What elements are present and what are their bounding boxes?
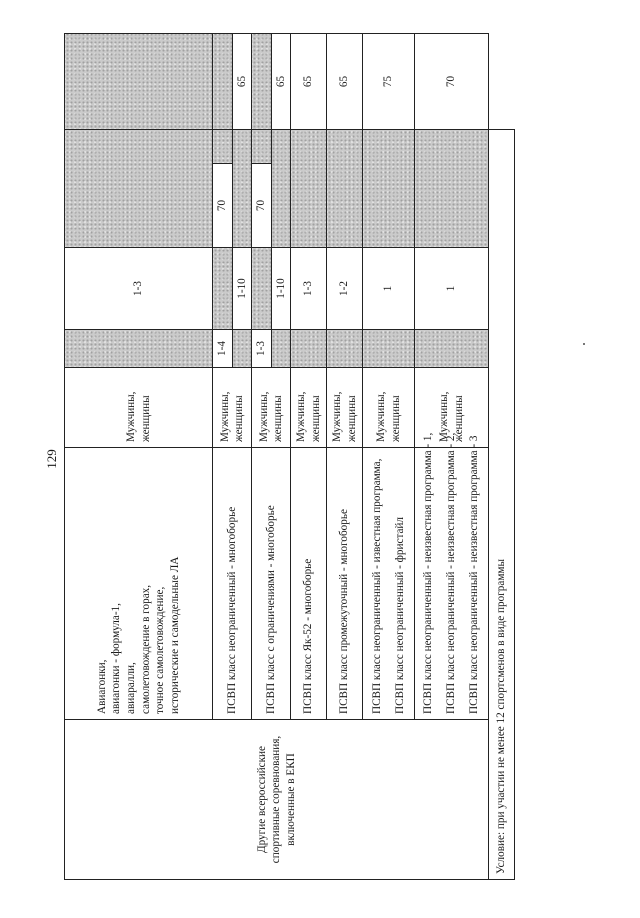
- place-cell: 1-3: [65, 248, 213, 330]
- place-cell: 1: [415, 248, 489, 330]
- shaded-cell: [213, 130, 233, 164]
- sex-cell: Мужчины, женщины: [252, 368, 291, 448]
- score-cell: 70: [415, 34, 489, 130]
- sex-cell: Мужчины, женщины: [65, 368, 213, 448]
- scan-speck: [583, 343, 585, 345]
- place-cell: 1-3: [252, 330, 272, 368]
- sex-cell: Мужчины, женщины: [415, 368, 489, 448]
- sex-cell: Мужчины, женщины: [291, 368, 327, 448]
- sex-cell: Мужчины, женщины: [327, 368, 363, 448]
- place-cell: 1-3: [291, 248, 327, 330]
- score-cell: 65: [291, 34, 327, 130]
- shaded-cell: [252, 248, 272, 330]
- shaded-cell: [213, 248, 233, 330]
- discipline-line: ПСВП класс неограниченный - известная программа,: [370, 458, 383, 714]
- score-cell: 65: [232, 34, 252, 130]
- condition-note: Условие: при участии не менее 12 спортсменов в виде программы: [489, 130, 515, 880]
- score-cell: 70: [213, 164, 233, 248]
- score-cell: 70: [252, 164, 272, 248]
- criteria-table: [64, 33, 515, 880]
- discipline-cell: [415, 432, 489, 720]
- shaded-cell: [415, 330, 489, 368]
- discipline-line: ПСВП класс неограниченный - неизвестная программа - 2,: [445, 432, 458, 714]
- place-cell: 1-10: [271, 248, 291, 330]
- shaded-cell: [291, 130, 327, 248]
- shaded-cell: [65, 130, 213, 248]
- score-cell: 65: [327, 34, 363, 130]
- discipline-cell: [65, 448, 213, 720]
- rotated-table-block: [64, 34, 508, 880]
- discipline-line: исторические и самодельные ЛА: [168, 556, 181, 714]
- place-cell: 1-2: [327, 248, 363, 330]
- shaded-cell: [363, 330, 415, 368]
- discipline-cell: ПСВП класс неограниченный - многоборье: [213, 448, 252, 720]
- page-number: 129: [44, 449, 59, 469]
- discipline-cell: ПСВП класс с ограничениями - многоборье: [252, 448, 291, 720]
- sex-cell: Мужчины, женщины: [213, 368, 252, 448]
- place-cell: 1-10: [232, 248, 252, 330]
- shaded-cell: [65, 34, 213, 130]
- discipline-line: ПСВП класс неограниченный - неизвестная программа - 3: [468, 435, 481, 714]
- table-row: [65, 34, 213, 880]
- shaded-cell: [252, 130, 272, 164]
- discipline-line: авиагонки - формула-1,: [110, 603, 123, 714]
- shaded-cell: [271, 130, 291, 248]
- shaded-cell: [327, 330, 363, 368]
- shaded-cell: [415, 130, 489, 248]
- shaded-cell: [327, 130, 363, 248]
- table-row: [489, 34, 515, 880]
- shaded-cell: [65, 330, 213, 368]
- place-cell: 1: [363, 248, 415, 330]
- discipline-cell: ПСВП класс Як-52 - многоборье: [291, 448, 327, 720]
- shaded-cell: [363, 130, 415, 248]
- category-cell: Другие всероссийские спортивные соревнования, включенные в ЕКП: [65, 720, 489, 880]
- discipline-line: точное самолетовождение,: [154, 586, 167, 714]
- discipline-line: самолетовождение в горах,: [139, 584, 152, 714]
- shaded-cell: [213, 34, 233, 130]
- score-cell: 65: [271, 34, 291, 130]
- shaded-cell: [271, 330, 291, 368]
- discipline-line: ПСВП класс неограниченный - неизвестная программа - 1,: [422, 432, 435, 714]
- sex-cell: Мужчины, женщины: [363, 368, 415, 448]
- place-cell: 1-4: [213, 330, 233, 368]
- discipline-line: Авиагонки,: [95, 659, 108, 714]
- discipline-line: ПСВП класс неограниченный - фристайл: [393, 516, 406, 714]
- shaded-cell: [291, 330, 327, 368]
- score-cell: 75: [363, 34, 415, 130]
- discipline-cell: ПСВП класс промежуточный - многоборье: [327, 448, 363, 720]
- shaded-cell: [232, 330, 252, 368]
- shaded-cell: [232, 130, 252, 248]
- discipline-cell: [363, 448, 415, 720]
- discipline-line: авиаралли,: [124, 662, 137, 714]
- shaded-cell: [252, 34, 272, 130]
